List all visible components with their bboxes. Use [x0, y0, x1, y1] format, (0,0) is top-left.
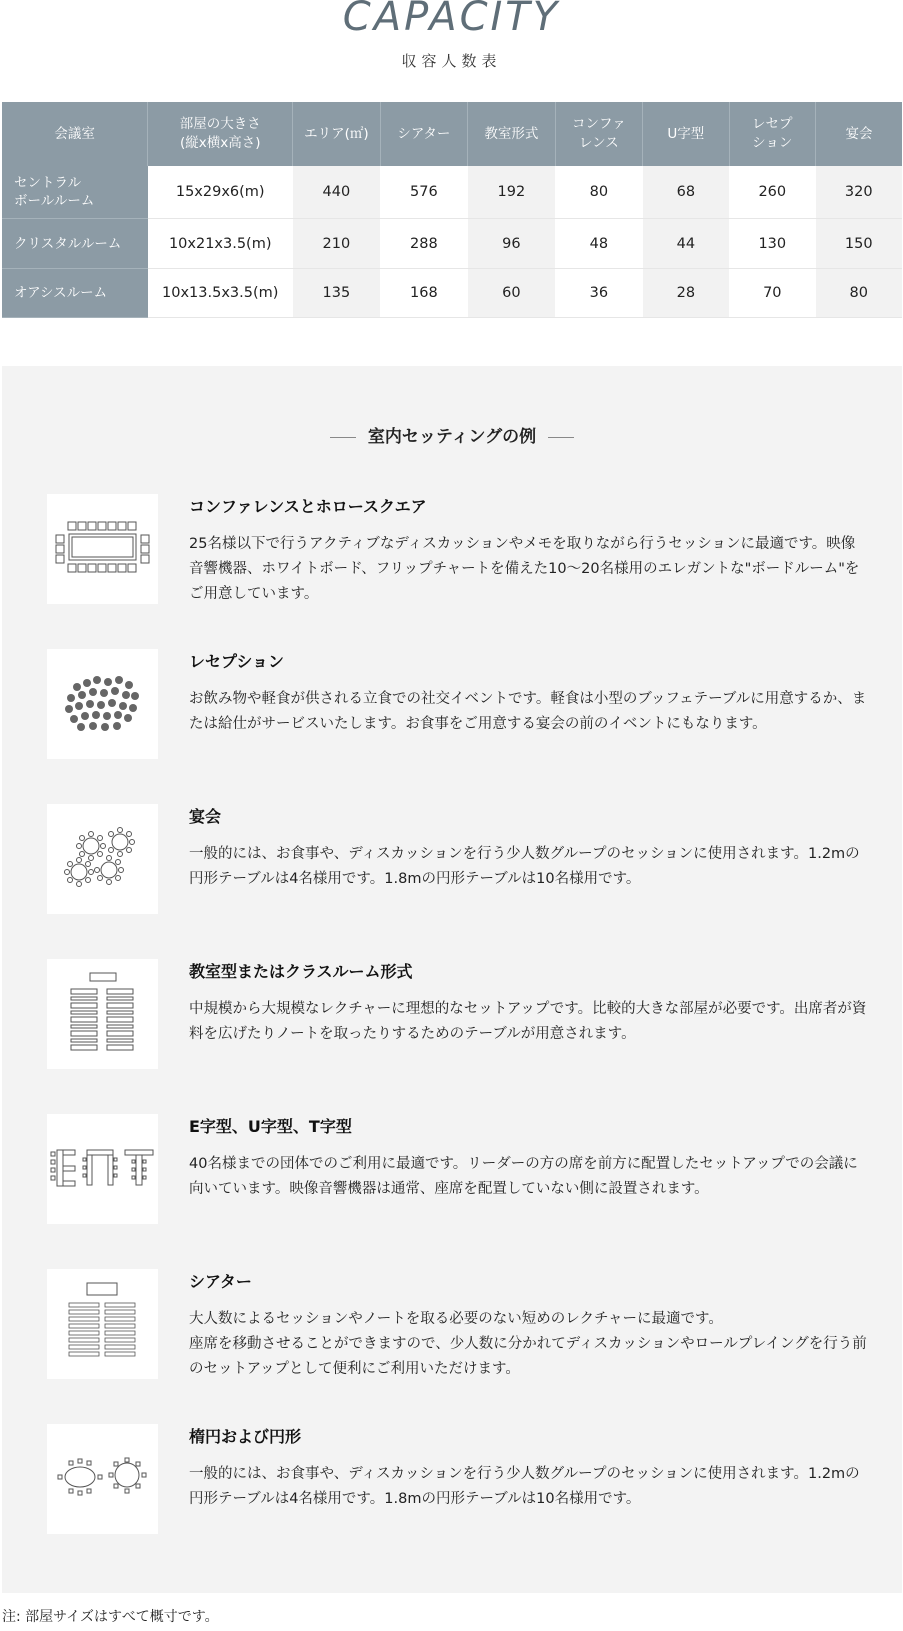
- setting-title: シアター: [189, 1272, 252, 1291]
- divider: [548, 437, 574, 438]
- table-row: [2, 269, 902, 318]
- setting-description: 40名様までの団体でのご利用に最適です。リーダーの方の席を前方に配置したセットアップでの会議に向いています。映像音響機器は通常、座席を配置していない側に設置されます。: [189, 1156, 858, 1197]
- capacity-table: [2, 102, 902, 318]
- cell-banquet: 80: [816, 269, 902, 318]
- page-subtitle: 収容人数表: [401, 52, 502, 70]
- section-title: [2, 422, 902, 447]
- cell-area: 135: [293, 269, 381, 318]
- theater-layout-icon: [47, 1269, 158, 1379]
- cell-area: 210: [293, 219, 381, 269]
- cell-theater: 288: [380, 219, 468, 269]
- setting-description: 一般的には、お食事や、ディスカッションを行う少人数グループのセッションに使用されます。1.2mの円形テーブルは4名様用です。1.8mの円形テーブルは10名様用です。: [189, 846, 860, 887]
- u-shape-layout-icon: [47, 1114, 158, 1224]
- divider: [330, 437, 356, 438]
- oval-round-layout-icon: [47, 1424, 158, 1534]
- setting-description: 大人数によるセッションやノートを取る必要のない短めのレクチャーに最適です。 座席を移動させることができますので、少人数に分かれてディスカッションやロールプレイングを行う前のセットアップとして便利にご利用いただけます。: [189, 1311, 867, 1377]
- settings-panel: [2, 366, 902, 1593]
- conference-layout-icon: [47, 494, 158, 604]
- cell-area: 440: [293, 166, 381, 219]
- setting-title: コンファレンスとホロースクエア: [189, 497, 427, 516]
- cell-conference: 48: [555, 219, 643, 269]
- col-header-conference: コンファ レンス: [555, 102, 643, 166]
- room-size: 10x13.5x3.5(m): [148, 269, 293, 318]
- cell-classroom: 96: [468, 219, 556, 269]
- cell-conference: 36: [555, 269, 643, 318]
- cell-u-shape: 44: [643, 219, 729, 269]
- col-header-reception: レセプ ション: [729, 102, 815, 166]
- setting-description: 一般的には、お食事や、ディスカッションを行う少人数グループのセッションに使用されます。1.2mの円形テーブルは4名様用です。1.8mの円形テーブルは10名様用です。: [189, 1466, 860, 1507]
- banquet-layout-icon: [47, 804, 158, 914]
- cell-classroom: 192: [468, 166, 556, 219]
- cell-reception: 130: [729, 219, 815, 269]
- setting-title: レセプション: [189, 652, 285, 671]
- col-header-classroom: 教室形式: [468, 102, 556, 166]
- footer-note: 注: 部屋サイズはすべて概寸です。: [2, 1609, 219, 1625]
- setting-title: E字型、U字型、T字型: [189, 1117, 352, 1136]
- cell-u-shape: 28: [643, 269, 729, 318]
- setting-title: 楕円および円形: [189, 1427, 302, 1446]
- table-row: [2, 166, 902, 219]
- col-header-size: 部屋の大きさ (縦x横x高さ): [148, 102, 293, 166]
- reception-layout-icon: [47, 649, 158, 759]
- table-row: [2, 219, 902, 269]
- section-title-text: 室内セッティングの例: [367, 427, 537, 447]
- room-name: クリスタルルーム: [2, 219, 148, 269]
- col-header-banquet: 宴会: [816, 102, 902, 166]
- setting-title: 教室型またはクラスルーム形式: [189, 962, 413, 981]
- room-name: セントラル ボールルーム: [2, 166, 148, 219]
- cell-theater: 576: [380, 166, 468, 219]
- cell-banquet: 150: [816, 219, 902, 269]
- col-header-theater: シアター: [380, 102, 468, 166]
- cell-classroom: 60: [468, 269, 556, 318]
- table-header-row: [2, 102, 902, 166]
- setting-title: 宴会: [189, 807, 222, 826]
- room-name: オアシスルーム: [2, 269, 148, 318]
- page-title: CAPACITY: [342, 0, 561, 40]
- setting-description: お飲み物や軽食が供される立食での社交イベントです。軽食は小型のブッフェテーブルに用意するか、または給仕がサービスいたします。お食事をご用意する宴会の前のイベントにもなります。: [189, 691, 867, 732]
- classroom-layout-icon: [47, 959, 158, 1069]
- cell-conference: 80: [555, 166, 643, 219]
- cell-reception: 70: [729, 269, 815, 318]
- cell-banquet: 320: [816, 166, 902, 219]
- cell-reception: 260: [729, 166, 815, 219]
- cell-u-shape: 68: [643, 166, 729, 219]
- col-header-area: エリア(㎡): [293, 102, 381, 166]
- col-header-room: 会議室: [2, 102, 148, 166]
- setting-description: 25名様以下で行うアクティブなディスカッションやメモを取りながら行うセッションに最適です。映像音響機器、ホワイトボード、フリップチャートを備えた10〜20名様用のエレガントな"ボードルーム"をご用意しています。: [189, 536, 860, 602]
- room-size: 15x29x6(m): [148, 166, 293, 219]
- col-header-u-shape: U字型: [643, 102, 729, 166]
- cell-theater: 168: [380, 269, 468, 318]
- setting-description: 中規模から大規模なレクチャーに理想的なセットアップです。比較的大きな部屋が必要です。出席者が資料を広げたりノートを取ったりするためのテーブルが用意されます。: [189, 1001, 867, 1042]
- room-size: 10x21x3.5(m): [148, 219, 293, 269]
